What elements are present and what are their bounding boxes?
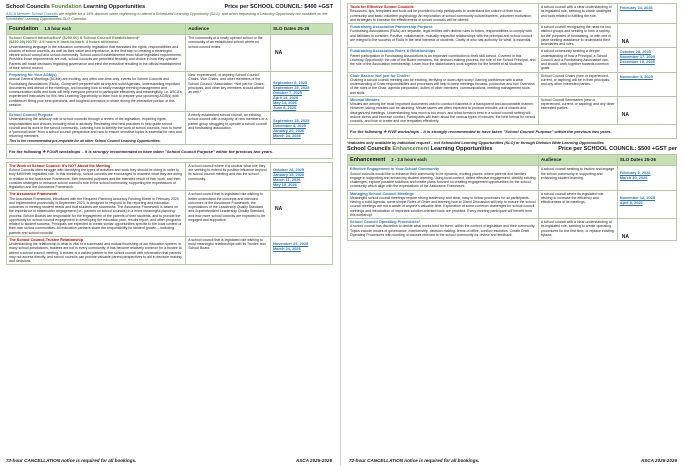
enhancement-title: School Councils Enhancement Learning Opportunities	[347, 146, 493, 153]
table-row: School Council Introduction* ($250.00) & School Council Establishment* ($250.00) NOTE: 2.5 hours if back-to-back. 3 hours otherwise. Understanding language in the education community, legislation that mandates the rights, responsibilities and choices of school councils, as well as their value and importance, is the first step to creating a meaningful, vibrant school council and school community. School council establishment must follow legislated requirements. Provides those requirements are met, school councils are permitted flexibility and choice in how they operate. Parents will make decisions regarding governance and elect the executive resulting in the official establishment of their school council. The community of a newly opened school or the community of an established school where no school council exists. NA	[7, 35, 333, 72]
date-link[interactable]: October 7, 2025	[273, 90, 303, 96]
cancellation-notice: 72-hour CANCELLATION notice is required for all bookings.	[349, 458, 480, 463]
table-row: School Council Operating Procedures* A school council has discretion to decide what works best for them, within the context of legislation and their community. Topics include modes of governance, membership, decision making, terms of office, conflict resolution. Create Draft Operating Procedures with wording of clauses relevant to the school community for review and feedback. A school council with a clear understanding of its legislated role, seeking to create operating procedures for the first time, or replace existing bylaws. NA	[348, 219, 677, 241]
intro-text: ASCA Member School Councils are eligible for a 15% discount when registering to attend a Scheduled Learning Opportunity (SLO), and when requesting a Learning Opportunity not available on the Scheduled Learning Opportunities SLO Calendar.	[6, 12, 328, 21]
table-row: Effective Engagement in Your School Community School councils would like to enhance their community to be dynamic, exciting places, where parents and families engage in supporting and enhancing student learning. Using local context, define effective engagement, identify existing challenges, explore possible solutions and create plans focused on creating engagement opportunities for the school community which align with the expectations of the Assurance Framework. A school council seeking to involve and engage the school community in supporting and enhancing student learning. February 9, 2026 March 30, 2026	[348, 166, 677, 190]
date-link[interactable]: March 24, 2026	[273, 245, 301, 251]
table-row: The Assurance Framework The Assurance Framework, introduced with the Required Planning Accuracy Funding Model in February 2020 and implemented provincially in September 2023, is designed to respond to the reporting and education outcomes in meeting student needs and that students are successful. The Assurance Framework is based on the importance of stakeholder engagement (i.e., parents on school councils) in a more meaningful planning process. School Boards are responsible for the engagement of the parents of their students, and to provide the opportunity for school council engagement in developing the education plan, results report, and other programs related to student success. Principals are expected to create similar opportunities specific to the local context of their own school communities. All education partners share the responsibility for student growth – including parents and school councils! A school council that is legislated role wishing to better understand the concepts and intended outcomes of the Assurance Framework, the expectations of the Leadership Quality Standard and Superintendent Leadership Quality Standard, and how more school councils are expected to be engaged and supportive. NA	[7, 191, 333, 237]
left-page	[0, 0, 338, 466]
table-row: Tools for Effective School Councils Resources, tips, templates and tools will be provided to help participants to understand the culture of their local community and basic volunteer psychology. An exploration of school community culture/barriers, volunteer motivation, and strategies to increase the effectiveness of school councils will be offered. A school council with a clear understanding of its legislated role, seeking to obtain strategies and tools related to fulfilling the role. February 24, 2026	[348, 4, 677, 24]
na-label: NA	[617, 96, 676, 125]
col-foundation: Foundation 1.5 hour each	[7, 24, 186, 35]
date-link[interactable]: June 8, 2026	[273, 105, 297, 111]
right-footer	[349, 458, 677, 463]
date-link[interactable]: October 28, 2025	[273, 166, 305, 172]
foundation-table-2	[6, 162, 333, 266]
recommendation-note: For the following ✈ FOUR workshops – it is strongly recommended to have taken "School Council Purpose" within the previous two years.	[6, 145, 333, 159]
table-row: Fundraising Association Roles & Relationships Parent participation in Fundraising Associations is an important contribution to their skill school. Covered in this Learning Opportunity: the role of the Board members, the decision-making process, the role of the School Principal, and the role of the Association membership. Learn how the stakeholders work together for the benefit of all students. A school community seeking a deeper understanding of how a Principal, a School Council, and a Fundraising Association can, and should, work together towards common goals. October 28, 2025 November 17, 2025 December 10, 2025	[348, 48, 677, 72]
page-divider	[340, 0, 341, 466]
date-link[interactable]: September 15, 2025	[273, 118, 310, 124]
foundation-table	[6, 23, 333, 145]
date-link[interactable]: October 28, 2025	[619, 49, 651, 55]
date-link[interactable]: February 24, 2026	[619, 5, 653, 10]
na-label: NA	[271, 35, 333, 72]
date-link[interactable]: January 15, 2026	[273, 171, 305, 177]
foundation-header	[6, 3, 333, 11]
date-link[interactable]: January 20, 2026	[273, 128, 305, 134]
col-audience: Audience	[538, 155, 617, 166]
recommendation-note: For the following ✈ FIVE workshops – it is strongly recommended to have taken "School Council Purpose" within the previous two years.	[347, 125, 677, 139]
table-row: School Council Purpose Understanding the advisory role of school councils through a review of the legislation, exploring rights, responsibilities and choices including what is advisory. Reviewing new best practices to help guide school council and its work in the school community. Learning how to identify the work of school councils, how to frame a "personal issue" from a school council perspective and how to ensure sensitive topics is essential for new and returning members. This is the recommended pre-requisite for all other School Council Learning Opportunities. A newly established school council, an existing school council with a majority of new members or a parent group struggling to operate a school council and fundraising association. September 15, 2025 December 4, 2025 January 20, 2026 March 24, 2026	[7, 112, 333, 145]
footer-year: ASCA 2025-2026	[295, 458, 332, 463]
col-dates: SLO Dates 25-26	[617, 155, 676, 166]
right-page	[343, 0, 683, 466]
enhancement-table	[347, 154, 677, 241]
date-link[interactable]: December 10, 2025	[619, 59, 655, 65]
cancellation-notice: 72-hour CANCELLATION notice is required for all bookings.	[6, 458, 137, 463]
date-link[interactable]: November 17, 2025	[619, 54, 656, 60]
date-link[interactable]: May 19, 2026	[273, 181, 297, 187]
date-link[interactable]: March 30, 2026	[619, 175, 648, 181]
enhancement-price: Price per SCHOOL COUNCIL: $500 +GST per	[558, 146, 677, 153]
member-link[interactable]: ASCA Member School Councils	[6, 12, 58, 16]
date-link[interactable]: April 8, 2026	[619, 199, 643, 205]
request-note: *Indicates only available by individual request – not Scheduled Learning Opportunities (SLO) or through Division Wide Learning Opportunities	[347, 141, 604, 146]
table-row: The Work of School Council: It's NOT About the Meeting School Councils often struggle with identifying the types of activities and work they should be doing in order to truly fulfill their legislated role. In this workshop, school councils are encouraged to examine what they are doing in relation to the Assurance Framework, their intended purposes and the intended result of their work, and then consider strategies to enhance school council's role in the school community, supporting the expectations of legislation and the Assurance Framework. A school council where it is unclear what role they are seeking to extend its positive influence beyond its school council meeting and into the school community. October 28, 2025 January 15, 2026 March 11, 2026 May 19, 2026	[7, 162, 333, 191]
na-label: NA	[617, 219, 676, 241]
foundation-price: Price per SCHOOL COUNCIL: $400 +GST	[224, 4, 333, 10]
date-link[interactable]: November 12, 2025	[619, 194, 656, 200]
footer-year: ASCA 2025-2026	[640, 458, 677, 463]
table-row: The School Council-Trustee Relationship Understanding the relationship is what is vital to a successful and mutual flourishing of our education system. In many school jurisdictions, trustees are not in every community; it has become relatively common for a trustee to attend a school council meeting. A trustee is a valued partner to the school council with information that parents may not access directly, and school councils can provide valuable parent perspectives to aid in decision making and decisions. A school council that is legislated role wishing to build meaningful relationships with its Trustee and School Board. November 25, 2025 March 24, 2026	[7, 236, 333, 265]
enhancement-header	[347, 146, 677, 152]
col-enhancement: Enhancement 2 - 2.5 hours each	[348, 155, 539, 166]
na-label: NA	[617, 24, 676, 48]
table-row: Managing School Council Meetings Meaningful school council meetings require strong leadership and clear, easy to follow processes for all participants. Having a solid Agenda, some simple Rules of Order and learning how to Direct Discussion will help to ensure the school council meetings are not a waste of anyone's valuable time. Exploration of some common challenges for school council meetings and introduction of important solution-oriented tools are provided. Every meeting participant will benefit from this workshop! A school council where its legislated role wishing to increase the efficiency and effectiveness of its meetings. November 12, 2025 April 8, 2026	[348, 190, 677, 219]
table-row: Preparing for Your AGM(s) Annual General Meetings (AGMs) are exciting, and often one-time-only, events for School Councils and Fundraising Associations (FAAs). Going well prepared with strong and solid Agendas, understanding important documents well ahead of the meetings, and knowing how to easily manage meeting management and communication skills and tools will help everyone present to participate effectively and meaningfully. i.e. ASCA's experienced instructors for this new Learning Opportunity to learn how to prepare your upcoming AGM(s) with confidence! Bring your best questions, and toughest scenarios to share during the interactive portion of this session. New, experienced, or aspiring School Council Chairs, Vice Chairs, and other members of the School Council / Association. *Not just for Chairs - principals, and other key members should attend as well.* September 8, 2025 September 25, 2025 October 7, 2025 April 14, 2026 May 14, 2026 June 8, 2026	[7, 72, 333, 112]
date-link[interactable]: September 8, 2025	[273, 80, 308, 86]
date-link[interactable]: February 9, 2026	[619, 170, 651, 176]
foundation-table-continued	[347, 3, 677, 125]
date-link[interactable]: September 25, 2025	[273, 85, 310, 91]
date-link[interactable]: April 14, 2026	[273, 95, 299, 101]
col-audience: Audience	[186, 24, 271, 35]
table-row: Chair Basics: Not just for Chairs! Chairing a school council meeting can be exciting, terrifying or down-right scary! Gaining confidence with a clear understanding of Chair responsibilities and processes will help to keep meetings focused, productive and fun! Overview of the roles of the Chair, agenda preparation, duties of other members, communications, meeting management tools and skills. School Council Chairs (new or experienced, current, or aspiring) will be in their principals, and any other interested parties. November 3, 2025	[348, 72, 677, 96]
table-row: Fundraising Association Partnership Purpose Fundraising Associations (FAAs) are separate, legal entities with distinct rules to follow, responsibilities to comply with and liabilities to consider. Positive, collaborative, mutually respectful relationships with the principal and school council are integral to the success of FAAs in the best interests of students. Clarity of who has authority for what, is essential. A school council recognizing the need for two distinct groups and seeking to form a society for the purposes of fundraising, or with one in place seeking assistance to understand their boundaries and roles. NA	[348, 24, 677, 48]
date-link[interactable]: March 11, 2026	[273, 176, 301, 182]
date-link[interactable]: March 24, 2026	[273, 133, 301, 139]
date-link[interactable]: May 14, 2026	[273, 100, 297, 106]
left-footer	[6, 458, 332, 463]
col-dates: SLO Dates 25-26	[271, 24, 333, 35]
date-link[interactable]: November 3, 2025	[619, 73, 653, 79]
date-link[interactable]: December 4, 2025	[273, 123, 306, 129]
date-link[interactable]: November 25, 2025	[273, 240, 309, 246]
table-row: Minimal Minutes Minutes are among the most important documents used to conduct business in a transparent and accountable manner. However, taking minutes can be daunting. Minute takers are often expected to produce minutes out of chaotic and disorganized meetings. Understanding how much is too much, and what format is best in a school council setting will reduce stress and increase comfort. Participants will learn about the various types of minutes, the best format for school councils, and how to create and use templates effectively. School Council Secretaries (new or experienced, current, or aspiring) and any other interested parties. NA	[348, 96, 677, 125]
foundation-title: School Councils Foundation Learning Opportunities	[6, 4, 146, 10]
na-label: NA	[271, 191, 333, 237]
